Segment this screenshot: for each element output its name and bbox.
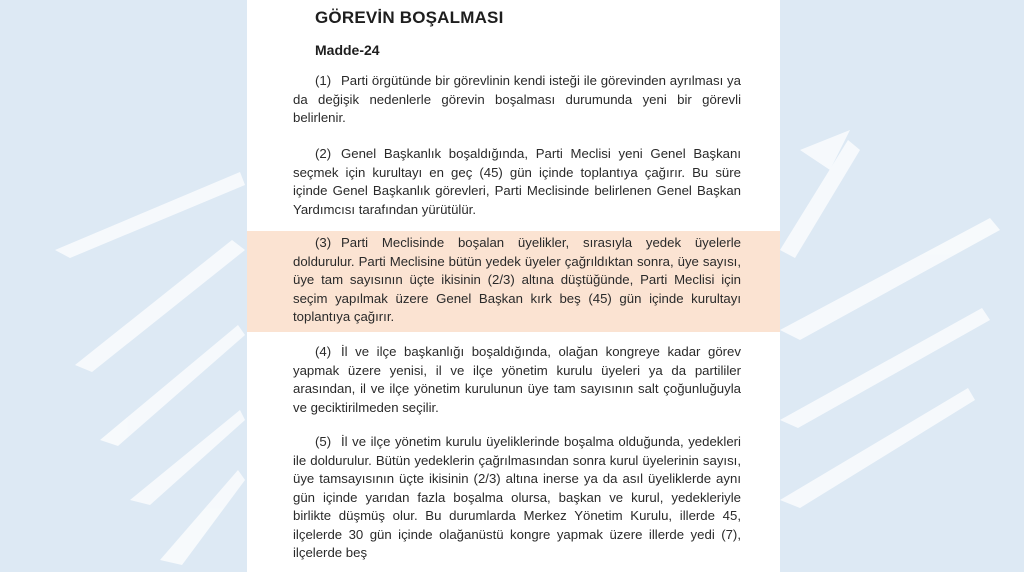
section-title: GÖREVİN BOŞALMASI (315, 8, 504, 27)
paragraph-number: (3) (315, 235, 332, 250)
paragraph-text: Parti Meclisinde boşalan üyelikler, sırasıyla yedek üyelerle doldurulur. Parti Meclisine bütün yedek üyeler çağrıldıktan sonra, üye sayısı, üye tam sayısının üçte ikisinin (2/3) altına düştüğünde, Parti Meclisi için seçim yapılmak üzere Genel Başkan kırk beş (45) gün içinde kurultayı toplantıya çağırır. (293, 235, 741, 324)
paragraph-2 (293, 145, 741, 219)
document-page (247, 0, 780, 572)
paragraph-number: (1) (315, 73, 332, 88)
paragraph-number: (2) (315, 146, 332, 161)
paragraph-text: İl ve ilçe başkanlığı boşaldığında, olağan kongreye kadar görev yapmak üzere yenisi, il ve ilçe yönetim kurulu üyeleri ya da partililer arasından, il ve ilçe yönetim kurulunun üye tam sayısının salt çoğunluğuyla ve geciktirilmeden seçilir. (293, 344, 741, 415)
paragraph-number: (5) (315, 434, 332, 449)
paragraph-4 (293, 343, 741, 417)
paragraph-text: Parti örgütünde bir görevlinin kendi isteği ile görevinden ayrılması ya da değişik nedenlerle görevin boşalması durumunda yeni bir görevli belirlenir. (293, 73, 741, 125)
paragraph-5 (293, 433, 741, 563)
paragraph-text: Genel Başkanlık boşaldığında, Parti Meclisi yeni Genel Başkanı seçmek için kurultayı en geç (45) gün içinde toplantıya çağırır. Bu süre içinde Genel Başkanlık görevleri, Parti Meclisinde belirlenen Genel Başkan Yardımcısı tarafından yürütülür. (293, 146, 741, 217)
paragraph-1 (293, 72, 741, 128)
article-number: Madde-24 (315, 42, 380, 58)
paragraph-number: (4) (315, 344, 332, 359)
paragraph-3-highlighted (293, 234, 741, 327)
paragraph-text: İl ve ilçe yönetim kurulu üyeliklerinde boşalma olduğunda, yedekleri ile doldurulur. Bütün yedeklerin çağrılmasından sonra kurul üyelerinin sayısı, üye tamsayısının üçte ikisinin (2/3) altına inerse ya da asıl üyeliklerde aynı gün içinde yarıdan fazla boşalma olursa, başkan ve kurul, yedekleriyle birlikte düşmüş olur. Bu durumlarda Merkez Yönetim Kurulu, illerde 45, ilçelerde 30 gün içinde olağanüstü kongre yapmak üzere illerde yedi (7), ilçelerde beş (293, 434, 741, 560)
